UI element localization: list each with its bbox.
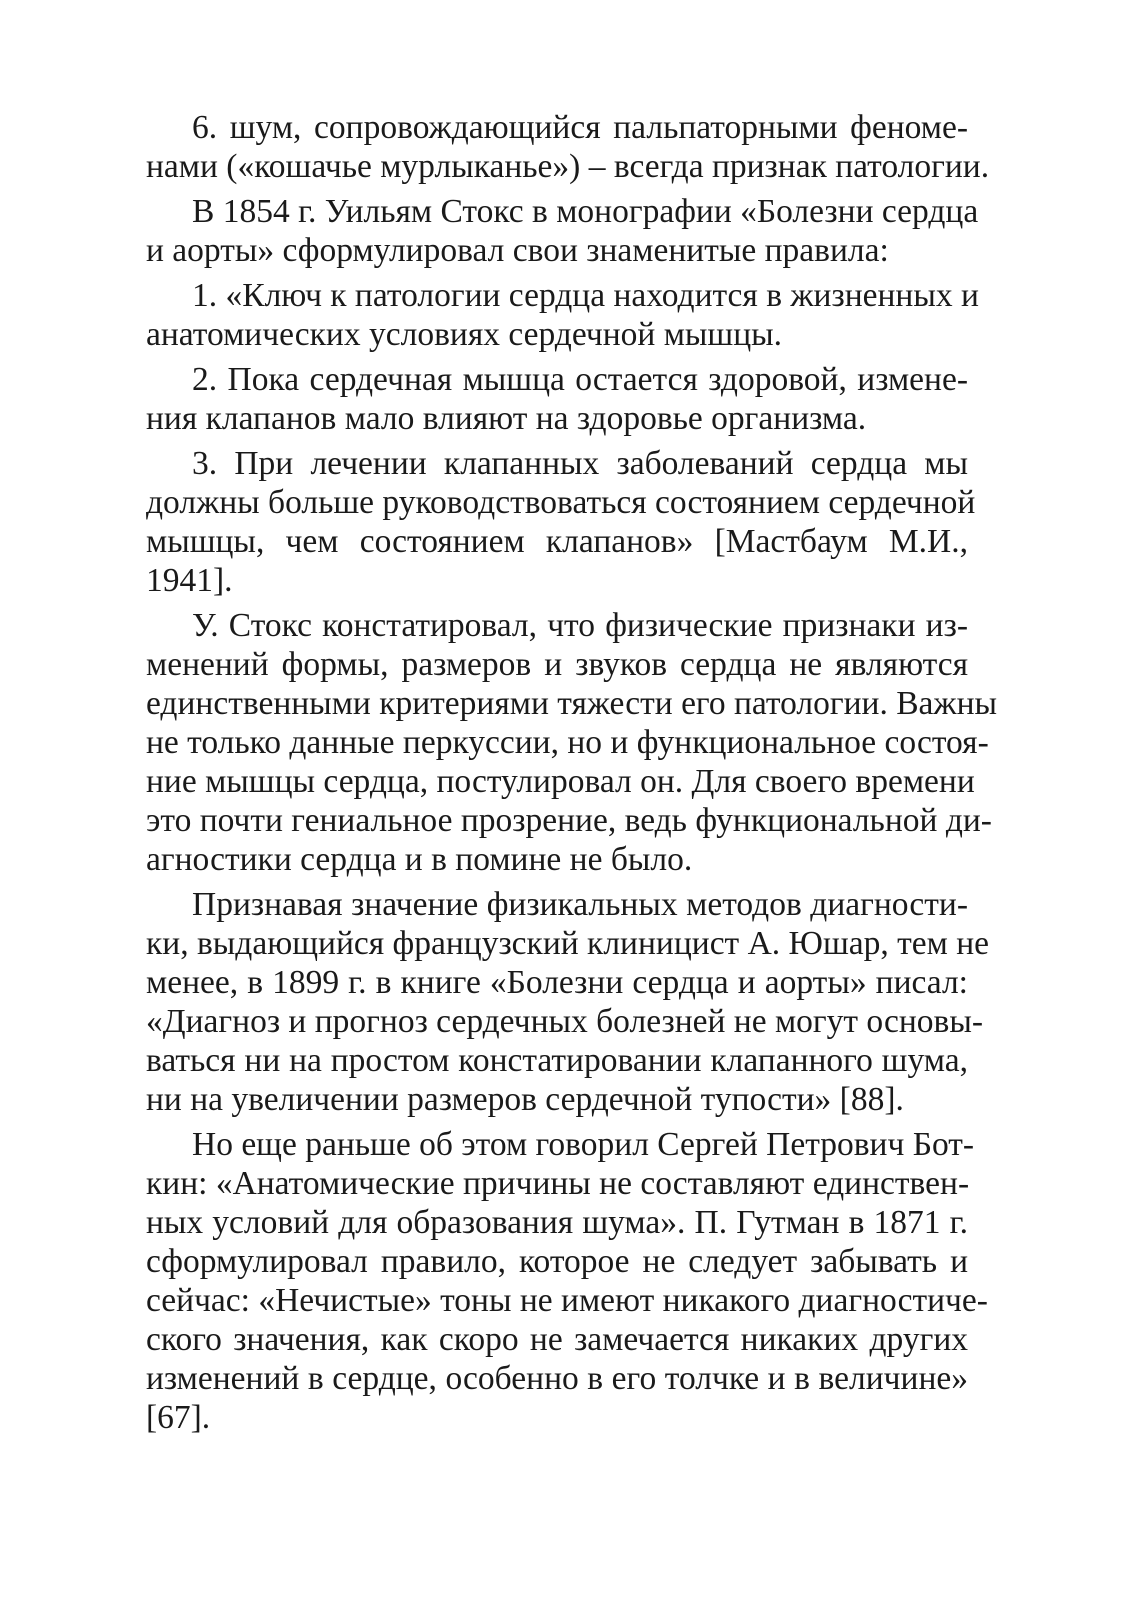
text-line: сформулировал правило, которое не следует забывать и xyxy=(146,1243,968,1280)
text-line: ки, выдающийся французский клиницист А. Юшар, тем не xyxy=(146,925,989,962)
text-line: изменений в сердце, особенно в его толчке и в величине» xyxy=(146,1360,968,1397)
text-line: ния клапанов мало влияют на здоровье организма. xyxy=(146,400,867,437)
text-line: В 1854 г. Уильям Стокс в монографии «Болезни сердца xyxy=(192,193,979,230)
text-line: У. Стокс констатировал, что физические признаки из- xyxy=(192,607,968,644)
text-line: это почти гениальное прозрение, ведь функциональной ди- xyxy=(146,802,992,839)
paragraph-stokes-stated xyxy=(146,606,998,879)
paragraph-rule-3 xyxy=(146,444,976,600)
text-line: агностики сердца и в помине не было. xyxy=(146,841,693,878)
text-line: 3. При лечении клапанных заболеваний сердца мы xyxy=(192,445,968,482)
text-line: Но еще раньше об этом говорил Сергей Петрович Бот- xyxy=(192,1126,975,1163)
paragraph-stokes-intro xyxy=(146,192,979,270)
paragraph-rule-1 xyxy=(146,276,979,354)
text-line: Признавая значение физикальных методов диагности- xyxy=(192,886,968,923)
paragraph-huchard xyxy=(146,885,989,1119)
text-line: не только данные перкуссии, но и функциональное состоя- xyxy=(146,724,989,761)
text-line: ных условий для образования шума». П. Гутман в 1871 г. xyxy=(146,1204,968,1241)
text-line: анатомических условиях сердечной мышцы. xyxy=(146,316,783,353)
text-line: [67]. xyxy=(146,1399,211,1436)
text-line: нами («кошачье мурлыканье») – всегда признак патологии. xyxy=(146,148,990,185)
text-line: кин: «Анатомические причины не составляют единствен- xyxy=(146,1165,970,1202)
text-line: 6. шум, сопровождающийся пальпаторными феноме- xyxy=(192,109,968,146)
paragraph-botkin xyxy=(146,1125,988,1437)
text-line: мышцы, чем состоянием клапанов» [Мастбаум М.И., xyxy=(146,523,968,560)
text-line: 2. Пока сердечная мышца остается здоровой, измене- xyxy=(192,361,968,398)
text-line: менений формы, размеров и звуков сердца не являются xyxy=(146,646,968,683)
text-line: 1941]. xyxy=(146,562,233,599)
text-line: должны больше руководствоваться состоянием сердечной xyxy=(146,484,976,521)
paragraph-rule-2 xyxy=(146,360,968,438)
paragraph-item-6 xyxy=(146,108,990,186)
text-line: сейчас: «Нечистые» тоны не имеют никакого диагностиче- xyxy=(146,1282,988,1319)
text-line: единственными критериями тяжести его патологии. Важны xyxy=(146,685,998,722)
text-line: «Диагноз и прогноз сердечных болезней не могут основы- xyxy=(146,1003,984,1040)
text-line: ваться ни на простом констатировании клапанного шума, xyxy=(146,1042,968,1079)
text-line: 1. «Ключ к патологии сердца находится в жизненных и xyxy=(192,277,979,314)
text-line: ского значения, как скоро не замечается никаких других xyxy=(146,1321,968,1358)
text-line: менее, в 1899 г. в книге «Болезни сердца и аорты» писал: xyxy=(146,964,968,1001)
page-body xyxy=(146,108,998,1443)
text-line: ние мышцы сердца, постулировал он. Для своего времени xyxy=(146,763,975,800)
text-line: и аорты» сформулировал свои знаменитые правила: xyxy=(146,232,889,269)
text-line: ни на увеличении размеров сердечной тупости» [88]. xyxy=(146,1081,904,1118)
